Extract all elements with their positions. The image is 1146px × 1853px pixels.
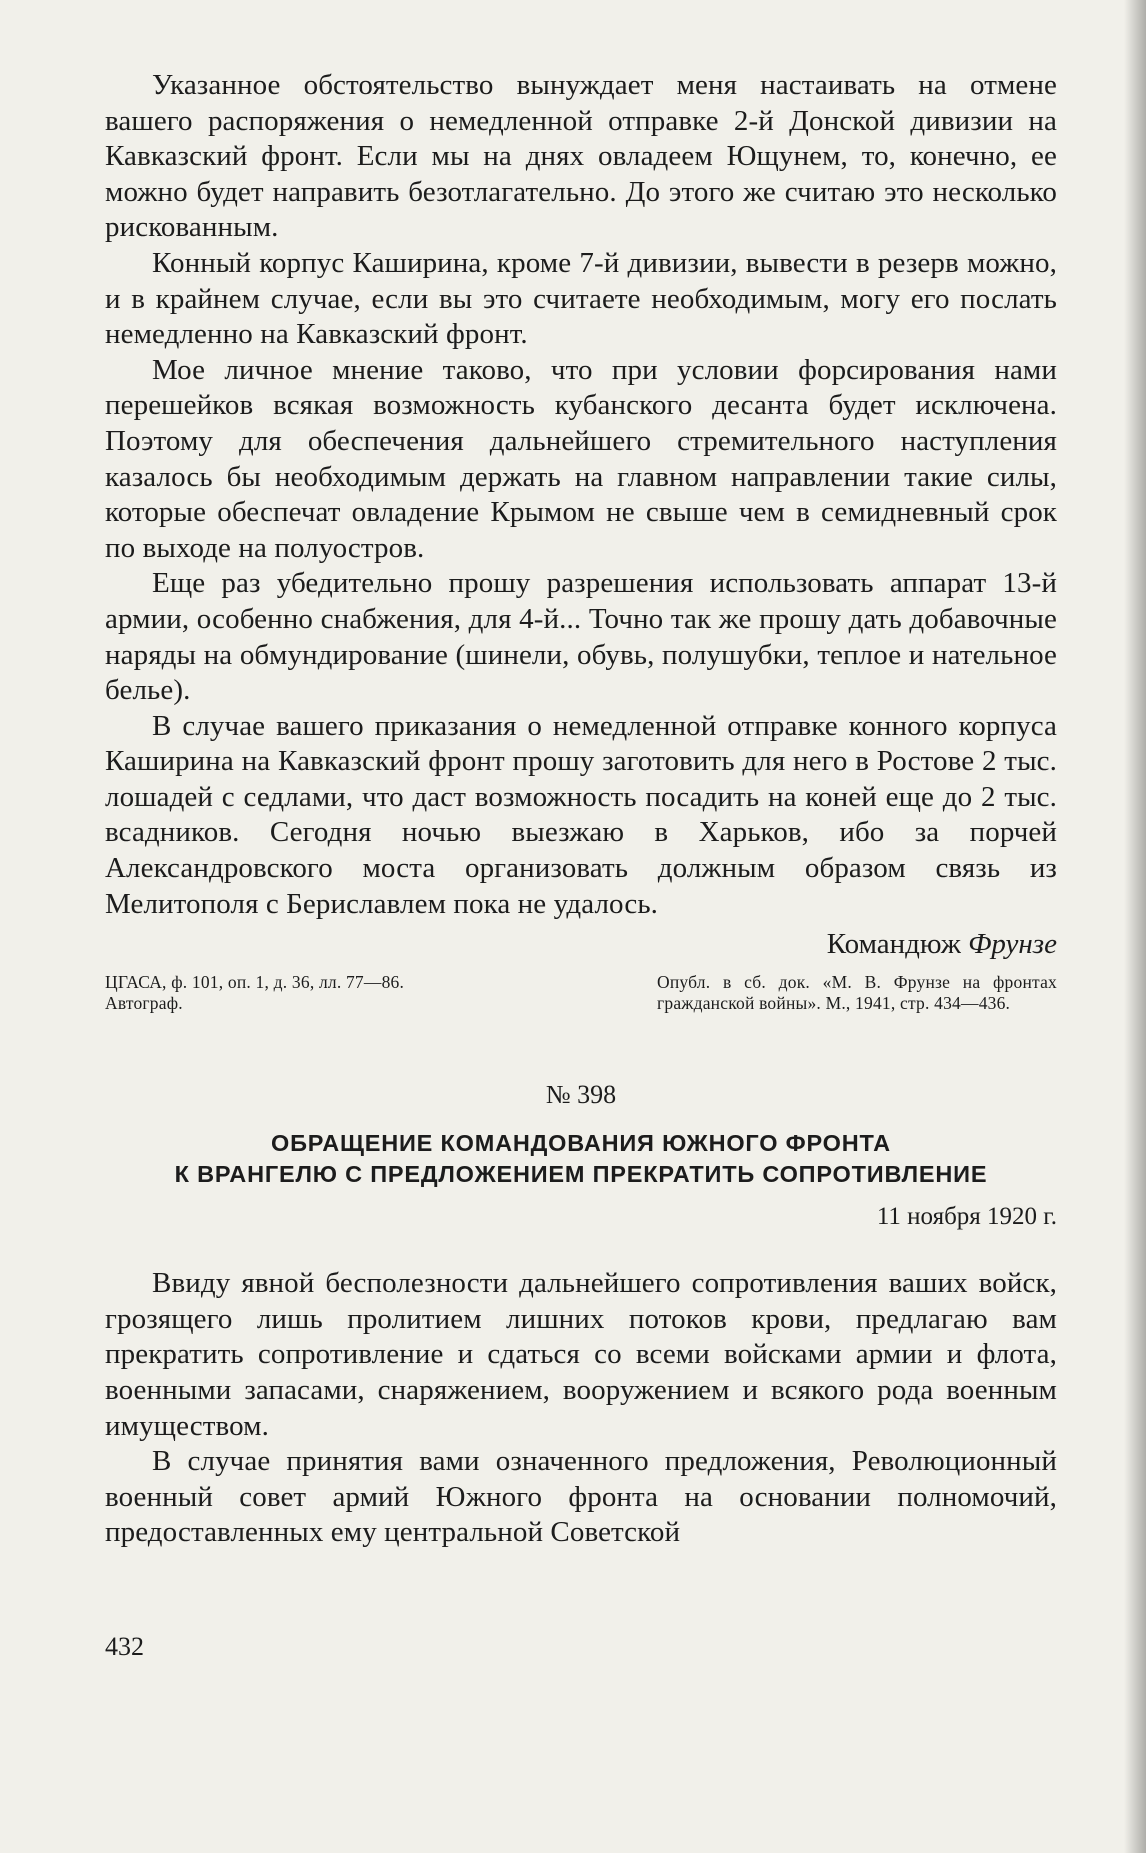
document-number: № 398: [545, 1080, 617, 1110]
signature-title: Командюж: [826, 928, 961, 961]
signature-name: Фрунзе: [968, 928, 1057, 961]
paragraph-7: В случае принятия вами означенного предложения, Революционный военный совет армий Южного фронта на основании полномочий, предоставленных ему центральной Советской: [105, 1445, 1057, 1549]
paragraph-5: В случае вашего приказания о немедленной отправке конного корпуса Каширина на Кавказский фронт прошу заготовить для него в Ростове 2 тыс. лошадей с седлами, что даст возможность посадить на коней еще до 2 тыс. всадников. Сегодня ночью выезжаю в Харьков, ибо за порчей Александровского моста организовать должным образом связь из Мелитополя с Бериславлем пока не удалось.: [105, 709, 1057, 920]
signature: [105, 926, 1057, 962]
document-title-line-1: ОБРАЩЕНИЕ КОМАНДОВАНИЯ ЮЖНОГО ФРОНТА: [271, 1130, 891, 1157]
document-title-line-2: К ВРАНГЕЛЮ С ПРЕДЛОЖЕНИЕМ ПРЕКРАТИТЬ СОПРОТИВЛЕНИЕ: [174, 1161, 988, 1188]
paragraph-1: Указанное обстоятельство вынуждает меня настаивать на отмене вашего распоряжения о немедленной отправке 2-й Донской дивизии на Кавказский фронт. Если мы на днях овладеем Ющунем, то, конечно, ее можно будет направить безотлагательно. До этого же считаю это несколько рискованным.: [105, 69, 1057, 244]
document-date: 11 ноября 1920 г.: [876, 1203, 1057, 1231]
paragraph-2: Конный корпус Каширина, кроме 7-й дивизии, вывести в резерв можно, и в крайнем случае, если вы это считаете необходимым, могу его послать немедленно на Кавказский фронт.: [105, 246, 1057, 351]
page-edge-shadow: [1124, 0, 1146, 1853]
page-number: 432: [105, 1632, 144, 1661]
source-notes: [105, 972, 1057, 1014]
paragraph-4: Еще раз убедительно прошу разрешения использовать аппарат 13-й армии, особенно снабжения, для 4-й... Точно так же прошу дать добавочные наряды на обмундирование (шинели, обувь, полушубки, теплое и нательное белье).: [105, 567, 1057, 707]
publication-reference: Опубл. в сб. док. «М. В. Фрунзе на фронтах гражданской войны». М., 1941, стр. 434—436.: [657, 972, 1057, 1014]
archive-reference: ЦГАСА, ф. 101, оп. 1, д. 36, лл. 77—86. Автограф.: [105, 972, 405, 1014]
paragraph-6: Ввиду явной бесполезности дальнейшего сопротивления ваших войск, грозящего лишь пролитием лишних потоков крови, предлагаю вам прекратить сопротивление и сдаться со всеми войсками армии и флота, военными запасами, снаряжением, вооружением и всякого рода военным имуществом.: [105, 1267, 1057, 1442]
paragraph-3: Мое личное мнение таково, что при условии форсирования нами перешейков всякая возможность кубанского десанта будет исключена. Поэтому для обеспечения дальнейшего стремительного наступления казалось бы необходимым держать на главном направлении такие силы, которые обеспечат овладение Крымом не свыше чем в семидневный срок по выходе на полуостров.: [105, 353, 1057, 564]
document-title: [105, 1128, 1057, 1190]
page-body: [105, 68, 1057, 1551]
